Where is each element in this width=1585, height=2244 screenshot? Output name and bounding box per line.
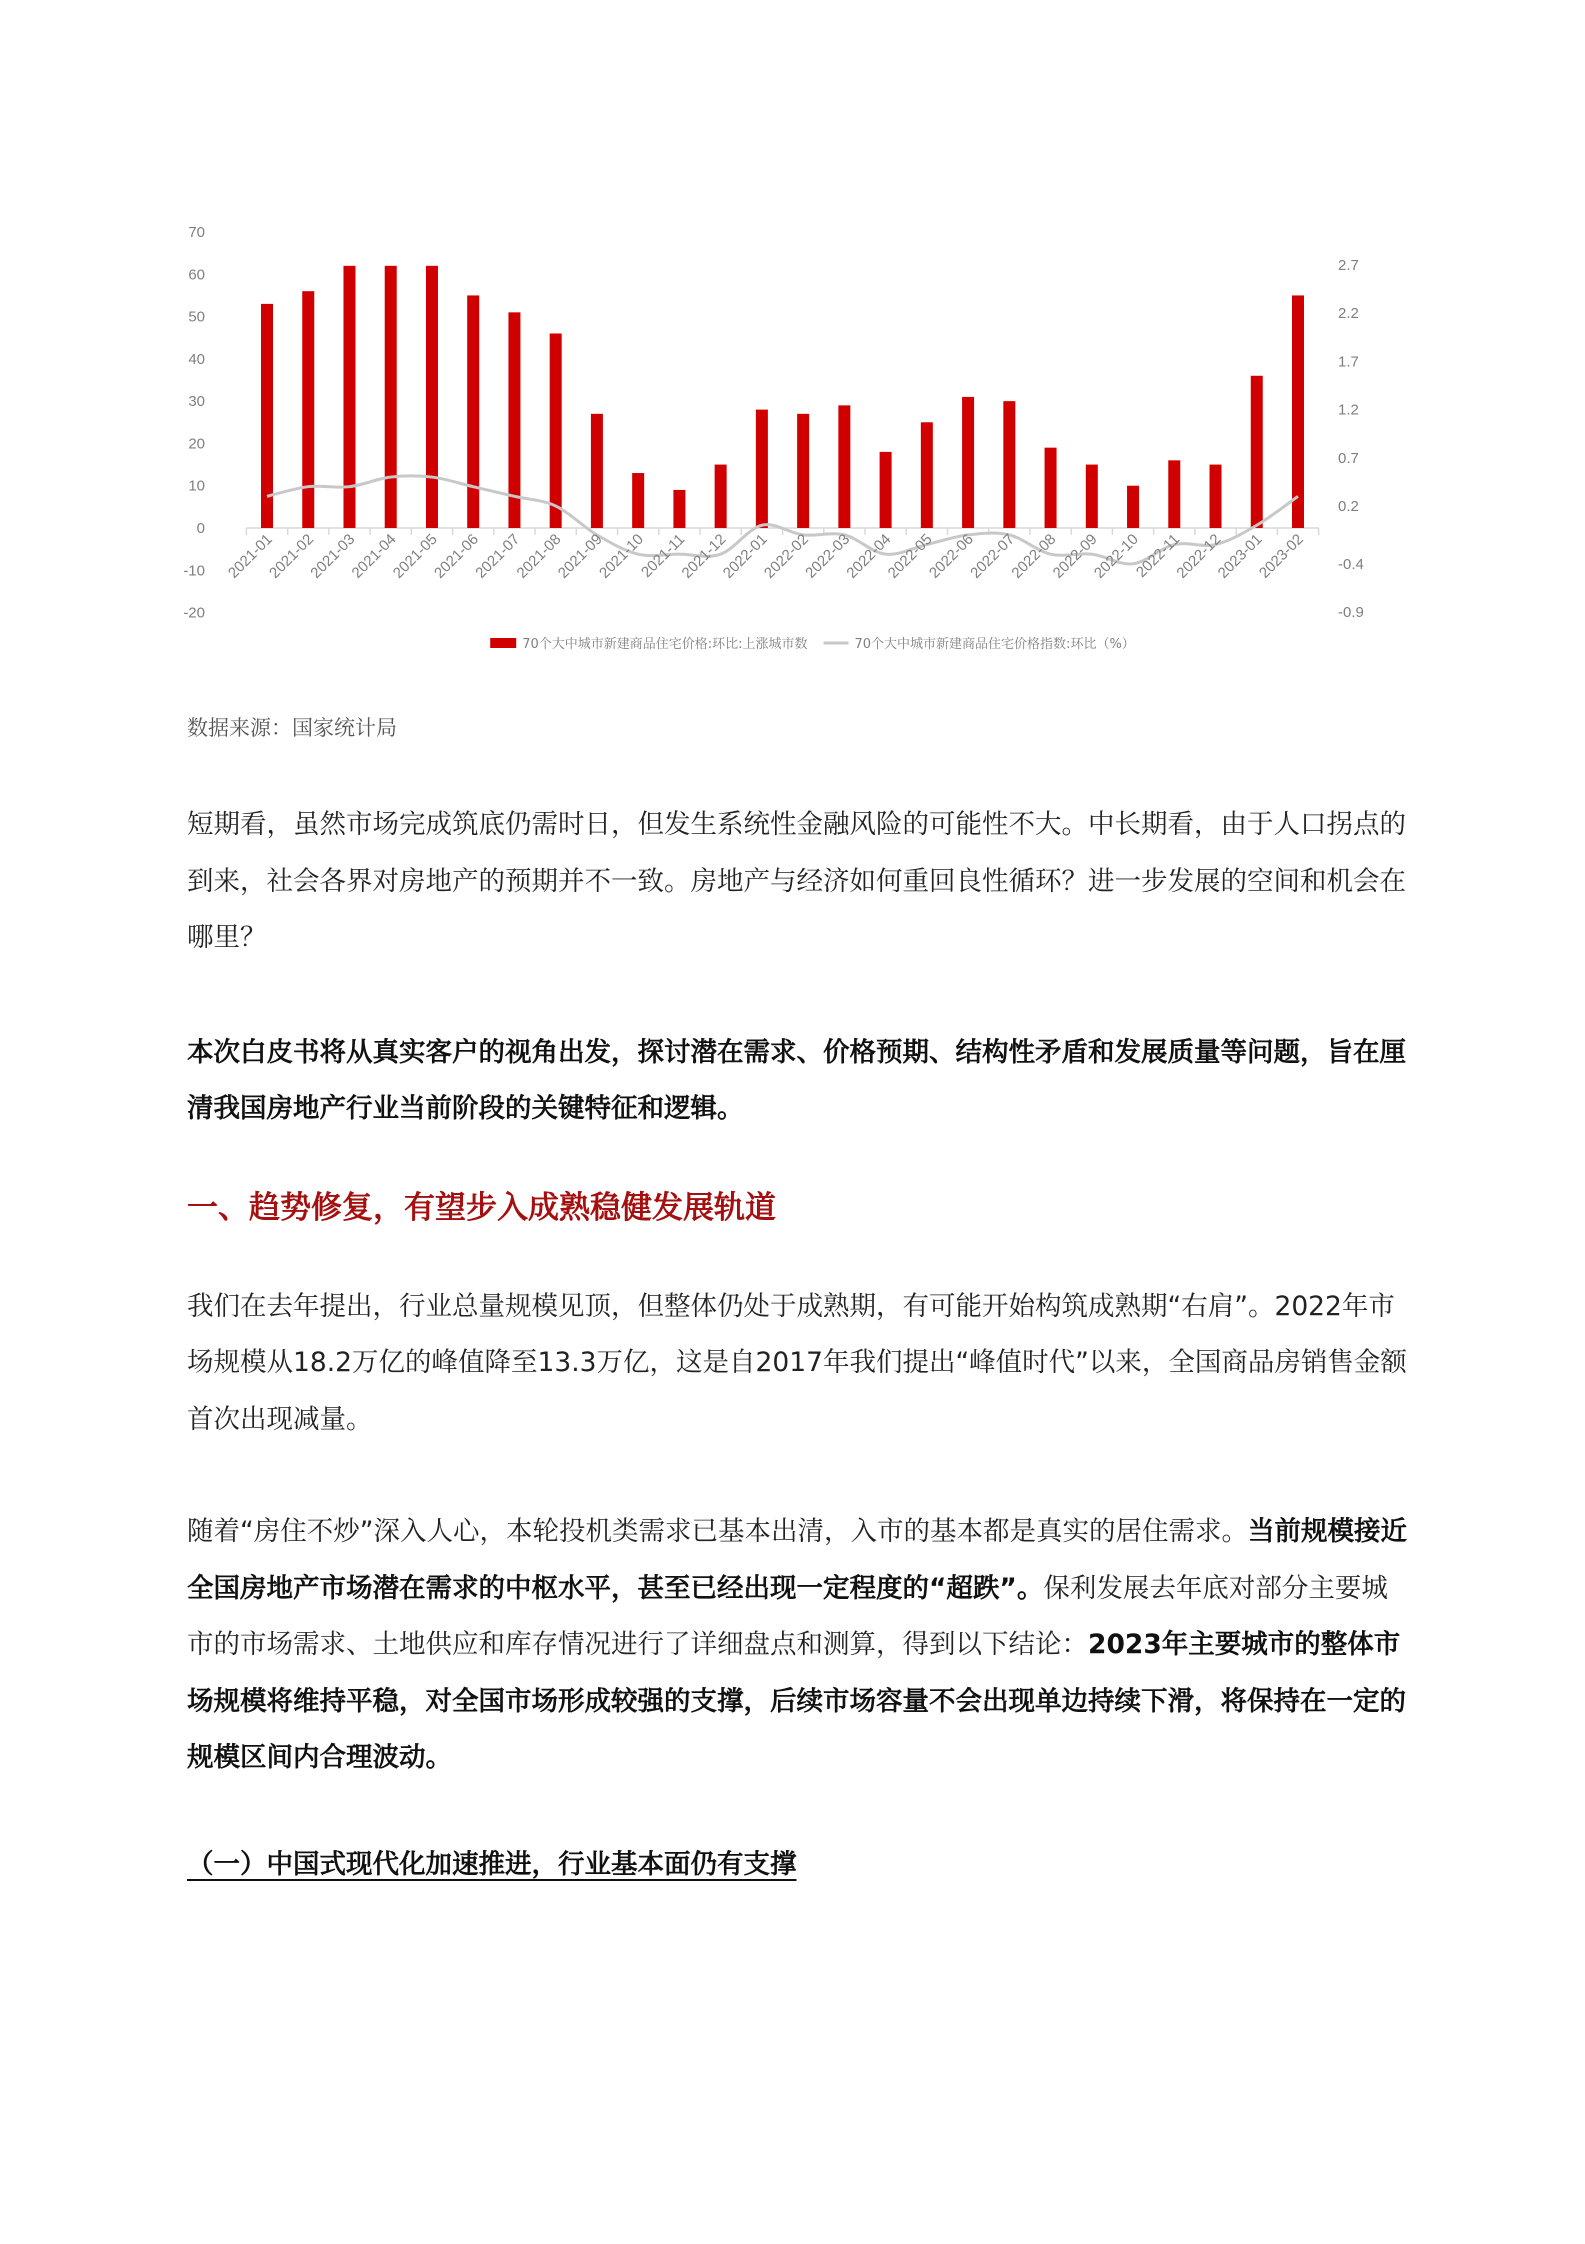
x-tick-label: 2021-06 [431, 530, 483, 582]
left-tick-label: 0 [196, 520, 205, 537]
bar-2021-10 [632, 473, 644, 528]
bar-2022-04 [880, 452, 892, 528]
bar-2021-04 [385, 266, 397, 528]
x-tick-label: 2022-01 [719, 530, 771, 582]
p4-text-2: 保利发展去年底对部分主要城市的市场需求、土地供应和库存情况进行了详细盘点和测算，得到以下结论： [187, 1572, 1388, 1660]
x-tick-label: 2022-12 [1173, 530, 1225, 582]
x-tick-label: 2022-04 [843, 530, 895, 582]
x-tick-label: 2022-02 [760, 530, 812, 582]
bar-2022-10 [1127, 486, 1139, 528]
x-tick-label: 2021-03 [307, 530, 359, 582]
bar-2023-01 [1251, 376, 1263, 528]
bar-2021-02 [302, 291, 314, 528]
legend-line-label: 70个大中城市新建商品住宅价格指数:环比（%） [854, 637, 1135, 652]
left-tick-label: -10 [183, 562, 205, 580]
right-tick-label: 2.2 [1338, 305, 1359, 323]
right-tick-label: -0.4 [1338, 555, 1364, 573]
bar-2021-08 [550, 333, 562, 528]
bar-2022-09 [1086, 465, 1098, 528]
data-source: 数据来源：国家统计局 [187, 716, 397, 740]
subsection-heading: （一）中国式现代化加速推进，行业基本面仍有支撑 [187, 1848, 797, 1880]
right-tick-label: 2.7 [1338, 257, 1359, 274]
legend-bar-swatch [490, 638, 516, 648]
x-tick-label: 2022-06 [925, 530, 977, 582]
bar-2021-12 [715, 465, 727, 528]
x-tick-label: 2022-08 [1008, 530, 1060, 582]
paragraph-2-bold: 本次白皮书将从真实客户的视角出发，探讨潜在需求、价格预期、结构性矛盾和发展质量等问题，旨在厘清我国房地产行业当前阶段的关键特征和逻辑。 [187, 1036, 1406, 1124]
left-tick-label: 30 [188, 393, 205, 411]
x-tick-label: 2022-07 [967, 530, 1019, 582]
p4-bold-1: 当前规模接近全国房地产市场潜在需求的中枢水平，甚至已经出现一定程度的“超跌”。 [187, 1516, 1407, 1604]
article-body [187, 712, 1412, 1885]
right-tick-label: -0.9 [1338, 604, 1364, 621]
x-tick-label: 2021-09 [554, 530, 606, 582]
x-tick-label: 2022-09 [1049, 530, 1101, 582]
bar-2022-11 [1168, 460, 1180, 528]
legend-bar-label: 70个大中城市新建商品住宅价格:环比:上涨城市数 [522, 637, 808, 652]
left-tick-label: 50 [188, 308, 205, 326]
x-tick-label: 2022-11 [1132, 530, 1184, 581]
bar-2021-06 [467, 295, 479, 528]
price-chart [0, 0, 1585, 680]
x-tick-label: 2021-11 [638, 530, 689, 581]
bar-2021-05 [426, 266, 438, 528]
right-tick-label: 1.2 [1338, 401, 1359, 419]
x-tick-label: 2021-10 [596, 530, 647, 582]
p4-text-1: 随着“房住不炒”深入人心，本轮投机类需求已基本出清，入市的基本都是真实的居住需求。 [187, 1516, 1248, 1547]
bar-2023-02 [1292, 295, 1304, 528]
bar-2021-11 [673, 490, 685, 528]
left-tick-label: 40 [188, 350, 205, 368]
x-tick-label: 2023-02 [1255, 530, 1307, 582]
x-tick-label: 2021-07 [472, 530, 524, 582]
x-tick-label: 2023-01 [1214, 530, 1266, 582]
x-tick-label: 2022-03 [802, 530, 854, 582]
x-tick-label: 2021-04 [348, 530, 400, 582]
bar-2022-12 [1210, 465, 1222, 528]
x-tick-label: 2021-02 [266, 530, 318, 582]
bar-2021-03 [343, 266, 355, 528]
x-tick-label: 2021-12 [678, 530, 730, 582]
bar-2022-06 [962, 397, 974, 528]
p4-bold-2: 2023年主要城市的整体市场规模将维持平稳，对全国市场形成较强的支撑，后续市场容量不会出现单边持续下滑，将保持在一定的规模区间内合理波动。 [187, 1629, 1406, 1773]
x-tick-label: 2022-10 [1090, 530, 1142, 582]
right-tick-label: 1.7 [1338, 353, 1359, 371]
bar-2021-09 [591, 414, 603, 528]
bar-2022-08 [1045, 448, 1057, 528]
left-tick-label: 10 [188, 477, 205, 495]
x-tick-label: 2022-05 [884, 530, 936, 582]
bar-2022-03 [838, 405, 850, 528]
paragraph-3: 我们在去年提出，行业总量规模见顶，但整体仍处于成熟期，有可能开始构筑成熟期“右肩”。2022年市场规模从18.2万亿的峰值降至13.3万亿，这是自2017年我们提出“峰值时代”以来，全国商品房销售金额首次出现减量。 [187, 1290, 1407, 1435]
left-tick-label: -20 [183, 604, 205, 622]
paragraph-4 [187, 1504, 1412, 1787]
right-tick-label: 0.7 [1338, 449, 1359, 467]
left-tick-label: 70 [188, 224, 205, 241]
section-heading-1: 一、趋势修复，有望步入成熟稳健发展轨道 [187, 1189, 776, 1226]
paragraph-1: 短期看，虽然市场完成筑底仍需时日，但发生系统性金融风险的可能性不大。中长期看，由于人口拐点的到来，社会各界对房地产的预期并不一致。房地产与经济如何重回良性循环？进一步发展的空间和机会在哪里？ [187, 809, 1406, 953]
x-tick-label: 2021-08 [513, 530, 565, 582]
bar-2022-02 [797, 414, 809, 528]
x-tick-label: 2021-05 [389, 530, 441, 582]
left-tick-label: 60 [188, 266, 205, 284]
x-tick-label: 2021-01 [224, 530, 276, 582]
left-tick-label: 20 [188, 435, 205, 453]
legend [490, 636, 1135, 652]
right-tick-label: 0.2 [1338, 497, 1359, 515]
bar-2022-05 [921, 422, 933, 528]
bar-2022-07 [1003, 401, 1015, 528]
bar-2022-01 [756, 410, 768, 528]
